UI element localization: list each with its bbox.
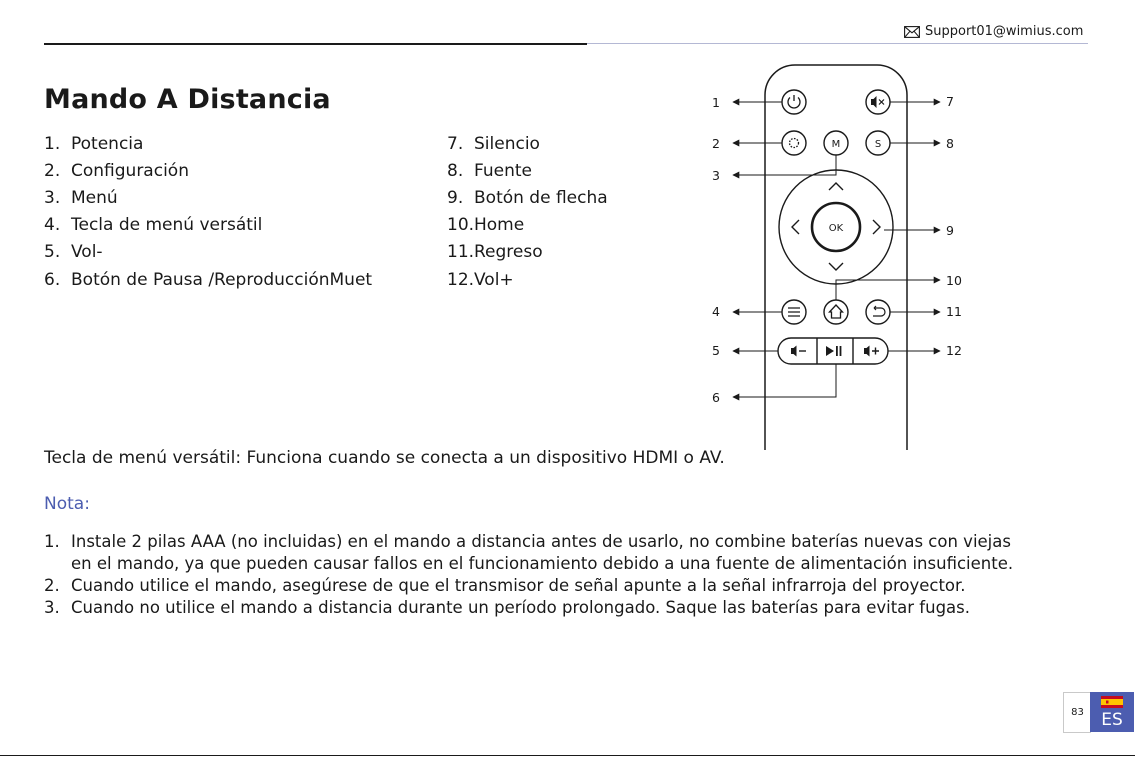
- home-button[interactable]: [824, 300, 848, 324]
- button-list-left: [44, 130, 372, 293]
- back-button[interactable]: [866, 300, 890, 324]
- arrow-up-icon: [829, 183, 843, 190]
- play-icon: [826, 346, 834, 356]
- vol-up-button[interactable]: [864, 346, 879, 357]
- callout-1: 1: [712, 95, 720, 110]
- list-item: [44, 597, 1094, 619]
- item-label: Botón de Pausa /ReproducciónMuet: [71, 269, 373, 290]
- home-icon: [830, 305, 843, 318]
- email-text: Support01@wimius.com: [925, 24, 1084, 39]
- item-number: 9.: [447, 187, 464, 208]
- mute-button[interactable]: [866, 90, 890, 114]
- note-line: en el mando, ya que pueden causar fallos en el funcionamiento debido a una fuente de alimentación insuficiente.: [71, 554, 1014, 573]
- envelope-icon: [904, 26, 920, 38]
- item-number: 4.: [44, 215, 61, 236]
- item-label: Botón de flecha: [474, 187, 608, 208]
- list-item: [447, 212, 608, 239]
- language-code: ES: [1101, 709, 1123, 730]
- header-rule-dark: [44, 43, 587, 45]
- settings-button[interactable]: [782, 131, 806, 155]
- language-tab: [1090, 692, 1134, 732]
- list-item: [447, 130, 608, 157]
- item-label: Potencia: [71, 133, 144, 154]
- list-item: [447, 157, 608, 184]
- arrow-down-icon: [829, 263, 843, 270]
- note-heading: Nota:: [44, 494, 90, 514]
- play-pause-button[interactable]: [826, 346, 841, 356]
- item-number: 6.: [44, 269, 61, 290]
- item-label: Regreso: [474, 242, 543, 263]
- callout-6: 6: [712, 390, 720, 405]
- item-label: Vol-: [71, 242, 103, 263]
- power-button[interactable]: [782, 90, 806, 114]
- versatile-menu-button[interactable]: [782, 300, 806, 324]
- page-title: Mando A Distancia: [44, 84, 331, 115]
- item-number: 11.: [447, 242, 475, 263]
- menu-button-label: M: [831, 139, 841, 150]
- return-icon: [873, 306, 885, 316]
- callout-12: 12: [946, 343, 962, 358]
- callout-5: 5: [712, 343, 720, 358]
- callout-2: 2: [712, 136, 720, 151]
- button-list-right: [447, 130, 608, 293]
- item-number: 1.: [44, 532, 60, 551]
- item-label: Home: [474, 215, 525, 236]
- note-text: [71, 531, 1094, 575]
- item-number: 1.: [44, 133, 61, 154]
- versatile-menu-info: Tecla de menú versátil: Funciona cuando se conecta a un dispositivo HDMI o AV.: [44, 448, 725, 468]
- footer-rule: [0, 755, 1135, 756]
- list-item: [44, 184, 372, 211]
- source-button-label: S: [874, 139, 882, 150]
- list-item: [44, 266, 372, 293]
- list-item: [447, 266, 608, 293]
- list-item: [44, 239, 372, 266]
- callout-4: 4: [712, 304, 720, 319]
- callout-11: 11: [946, 304, 962, 319]
- callout-10: 10: [946, 273, 962, 288]
- speaker-icon: [864, 346, 870, 357]
- item-number: 12.: [447, 269, 475, 290]
- vol-down-button[interactable]: [791, 346, 806, 357]
- callout-8: 8: [946, 136, 954, 151]
- callout-line-10: [836, 280, 940, 300]
- item-label: Menú: [71, 187, 118, 208]
- arrow-right-icon: [873, 220, 880, 234]
- list-item: [44, 531, 1094, 575]
- notes-list: [44, 531, 1094, 619]
- item-number: 2.: [44, 160, 61, 181]
- item-number: 2.: [44, 576, 60, 595]
- note-line: Instale 2 pilas AAA (no incluidas) en el mando a distancia antes de usarlo, no combine baterías nuevas con viejas: [71, 532, 1011, 551]
- support-email[interactable]: [904, 24, 1083, 39]
- callout-3: 3: [712, 168, 720, 183]
- list-item: [44, 575, 1094, 597]
- item-number: 7.: [447, 133, 464, 154]
- note-line: Cuando no utilice el mando a distancia durante un período prolongado. Saque las baterías para evitar fugas.: [71, 598, 970, 617]
- item-number: 5.: [44, 242, 61, 263]
- callout-9: 9: [946, 223, 954, 238]
- callout-line-6: [733, 364, 836, 397]
- note-line: Cuando utilice el mando, asegúrese de que el transmisor de señal apunte a la señal infrarroja del proyector.: [71, 576, 966, 595]
- callout-7: 7: [946, 94, 954, 109]
- page-number: 83: [1063, 692, 1091, 733]
- spain-flag-icon: [1101, 696, 1123, 708]
- item-label: Silencio: [474, 133, 540, 154]
- item-label: Configuración: [71, 160, 189, 181]
- list-item: [44, 157, 372, 184]
- item-number: 3.: [44, 187, 61, 208]
- header-rule-light: [587, 43, 1088, 44]
- speaker-icon: [791, 346, 797, 357]
- item-number: 3.: [44, 598, 60, 617]
- item-number: 8.: [447, 160, 464, 181]
- remote-diagram: [700, 60, 975, 452]
- list-item: [447, 184, 608, 211]
- list-item: [44, 130, 372, 157]
- item-label: Fuente: [474, 160, 532, 181]
- ok-button-label: OK: [828, 223, 844, 234]
- item-label: Tecla de menú versátil: [71, 215, 263, 236]
- item-number: 10.: [447, 215, 475, 236]
- list-item: [447, 239, 608, 266]
- arrow-left-icon: [792, 220, 799, 234]
- list-item: [44, 212, 372, 239]
- item-label: Vol+: [474, 269, 514, 290]
